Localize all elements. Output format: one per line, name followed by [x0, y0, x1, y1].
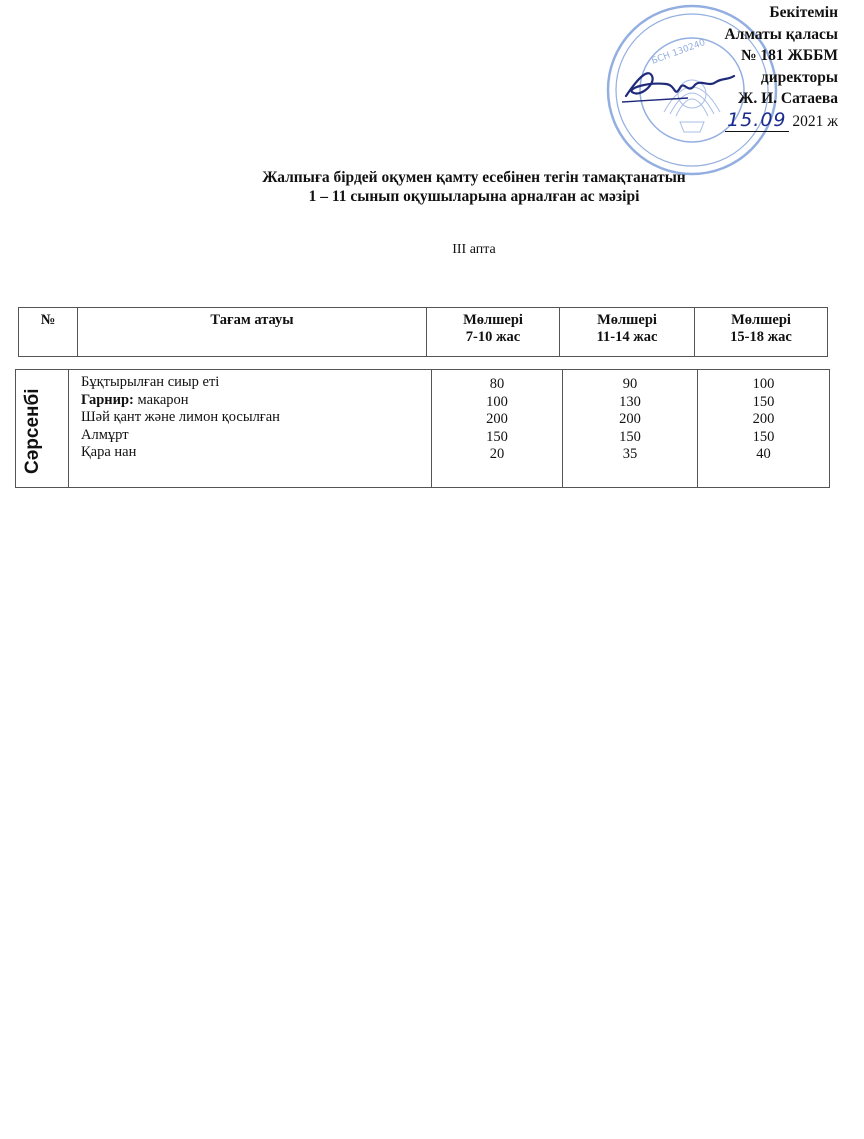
director-signature — [618, 58, 738, 108]
dish-name: Алмұрт — [81, 426, 129, 443]
day-cell — [16, 370, 69, 488]
portion-value: 200 — [752, 411, 775, 427]
portion-value: 150 — [619, 428, 641, 445]
header-number: № — [19, 308, 78, 357]
menu-table — [15, 369, 830, 488]
approval-date-handwritten: 15.09 — [727, 108, 787, 131]
list-item — [81, 427, 431, 445]
approval-line-school: № 181 ЖББМ — [740, 47, 838, 64]
portion-value: 200 — [619, 411, 641, 427]
portion-value: 130 — [619, 393, 641, 410]
portion-value: 100 — [486, 393, 508, 410]
approval-line-approve: Бекітемін — [769, 4, 838, 21]
portion-value: 80 — [489, 376, 505, 392]
dish-list — [81, 374, 431, 462]
header-portion-7-10-age: 7-10 жас — [465, 329, 521, 345]
approval-line-position: директоры — [760, 68, 838, 86]
portion-value: 90 — [622, 376, 638, 392]
portion-value: 20 — [489, 446, 505, 462]
title-line-1: Жалпыға бірдей оқумен қамту есебінен тегін тамақтанатын — [262, 169, 686, 186]
dish-name: Қара нан — [81, 444, 137, 460]
portion-value: 35 — [622, 446, 638, 462]
dish-list-cell — [69, 370, 432, 488]
approval-line-director-name: Ж. И. Сатаева — [738, 90, 838, 107]
list-item — [81, 392, 431, 410]
dish-name: макарон — [133, 391, 189, 408]
header-portion-7-10-title: Мөлшері — [463, 312, 523, 328]
approval-block — [724, 2, 838, 132]
approval-date-suffix: 2021 ж — [792, 112, 838, 130]
portion-value: 150 — [486, 428, 508, 445]
header-portion-15-18-title: Мөлшері — [731, 312, 791, 328]
list-item — [81, 409, 431, 427]
approval-line-city: Алматы қаласы — [724, 25, 838, 43]
header-portion-11-14-age: 11-14 жас — [596, 329, 658, 345]
header-portion-15-18 — [695, 308, 828, 357]
header-portion-11-14 — [560, 308, 695, 357]
header-dish-name: Тағам атауы — [78, 308, 427, 357]
approval-date — [724, 110, 838, 133]
portions-7-10-cell — [432, 370, 563, 488]
header-portion-7-10 — [427, 308, 560, 357]
portion-value: 200 — [486, 411, 508, 427]
dish-name: Шәй қант және лимон қосылған — [81, 409, 280, 425]
week-label: III апта — [452, 242, 496, 257]
list-item — [81, 444, 431, 462]
list-item — [81, 374, 431, 392]
table-row — [16, 370, 830, 488]
dish-name: Бұқтырылған сиыр еті — [81, 374, 220, 390]
portion-value: 40 — [756, 446, 771, 462]
portion-value: 150 — [752, 393, 775, 410]
title-line-2: 1 – 11 сынып оқушыларына арналған ас мәзірі — [308, 188, 640, 205]
portions-11-14-cell — [563, 370, 698, 488]
portions-15-18-cell — [698, 370, 830, 488]
portion-value: 100 — [752, 376, 775, 392]
portion-value: 150 — [752, 428, 775, 445]
garnish-label: Гарнир: — [81, 391, 134, 408]
menu-header-table — [18, 307, 828, 357]
day-label: Сәрсенбі — [22, 388, 43, 474]
header-portion-11-14-title: Мөлшері — [597, 312, 657, 328]
header-portion-15-18-age: 15-18 жас — [730, 329, 792, 345]
stamp-number: БСН 130240 — [650, 37, 707, 67]
